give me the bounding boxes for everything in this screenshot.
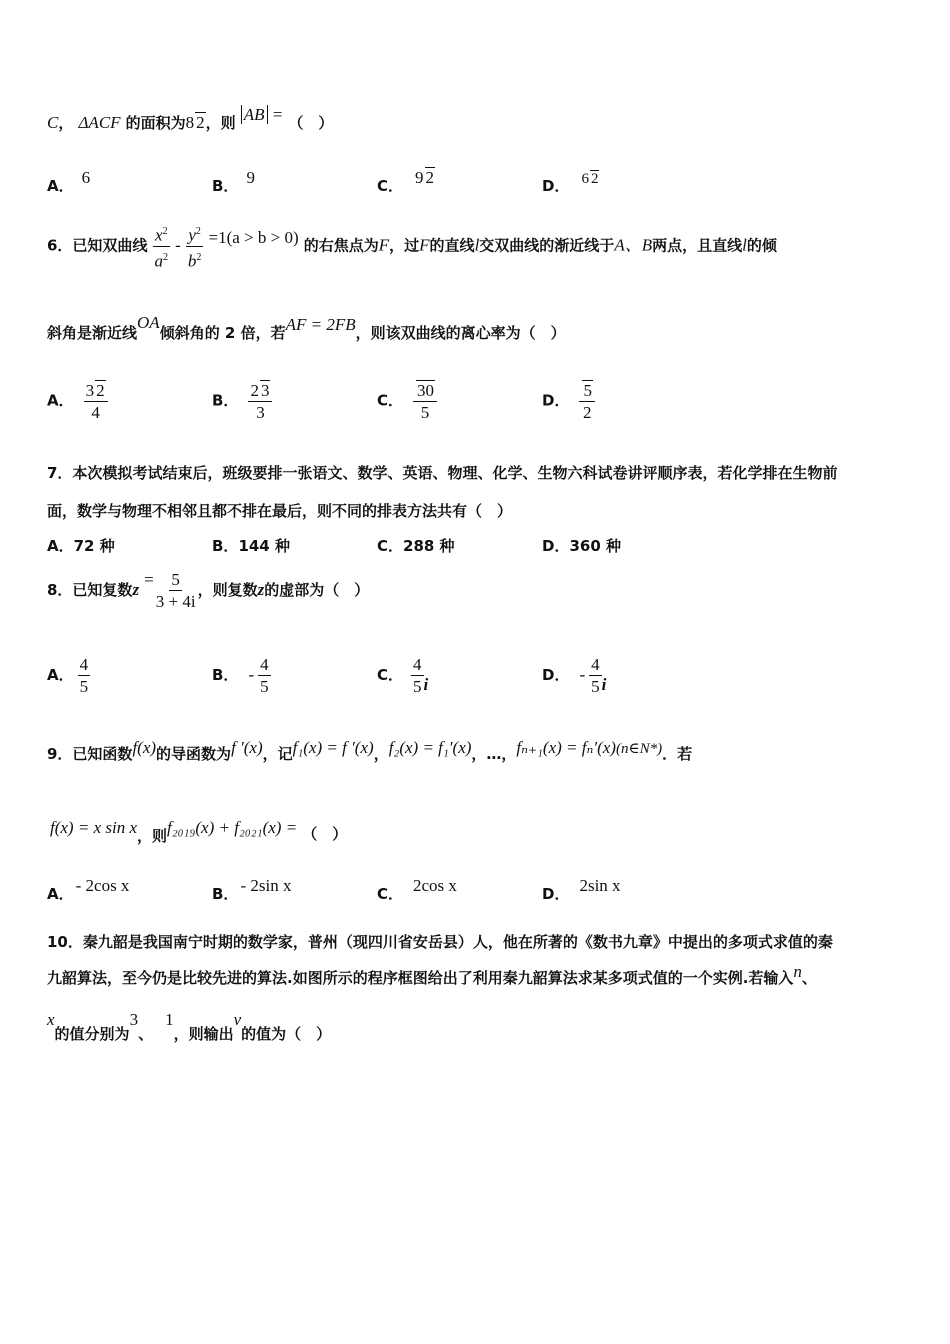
- q8-stem: 8．已知复数z = $\frac{5}{3 + 4i}$ ，则复数z的虚部为（ ）: [47, 570, 370, 611]
- q5-option-d: D． 6 2: [542, 171, 599, 195]
- q9-stem-line2: f(x) = x sin x，则f₂₀₁₉(x) + f₂₀₂₁(x) = （ ）: [50, 818, 348, 845]
- q6-number: 6．已知双曲线: [47, 236, 148, 255]
- q8-option-d: D． - $\frac{4}{5}$ i: [542, 655, 607, 696]
- q5-stem: C， ΔACF 的面积为8 2，则 AB = （ ）: [47, 105, 334, 132]
- q9-option-a: A． - 2cos x: [47, 876, 130, 903]
- q8-option-a: A． $\frac{4}{5}$: [47, 655, 89, 696]
- q10-stem-line1: 10．秦九韶是我国南宁时期的数学家，普州（现四川省安岳县）人，他在所著的《数书九章》中提出的多项式求值的秦: [47, 933, 833, 951]
- q9-option-c: C． 2cos x: [377, 876, 457, 903]
- q9-stem-line1: 9．已知函数f(x)的导函数为f ′(x)，记f₁(x) = f ′(x)，f₂(x) = f₁′(x)，…，fₙ₊₁(x) = fₙ′(x)(n∈N*)．若: [47, 738, 693, 763]
- q5-point-c: C: [47, 113, 59, 132]
- q6-frac-x: $\frac{x^2}{a^2}$: [153, 222, 171, 270]
- q5-area: 8 2: [185, 113, 205, 132]
- q5-ab: AB =: [241, 105, 284, 124]
- q10-stem-line3: x的值分别为3、1，则输出v的值为（ ）: [47, 1010, 332, 1043]
- q10-stem-line2: 九韶算法，至今仍是比较先进的算法.如图所示的程序框图给出了利用秦九韶算法求某多项式值的一个实例.若输入n、: [47, 962, 817, 987]
- q7-option-d: D．360 种: [542, 537, 621, 555]
- q7-option-b: B．144 种: [212, 537, 290, 555]
- q6-option-d: D． $\frac{5}{2}$: [542, 380, 595, 422]
- q6-option-a: A． $\frac{3 2}{4}$: [47, 380, 108, 422]
- q5-paren: （ ）: [288, 114, 334, 132]
- q5-triangle: ΔACF: [78, 113, 121, 132]
- q5-option-c: C． 9 2: [377, 168, 435, 195]
- q7-option-c: C．288 种: [377, 537, 455, 555]
- q6-stem-line1: 6．已知双曲线 $\frac{x^2}{a^2}$ - $\frac{y^2}{b^2}$ =1(a > b > 0) 的右焦点为F，过F的直线l交双曲线的渐近线于A、B两点，且直线l的倾: [47, 222, 777, 270]
- q5-option-b: B． 9: [212, 168, 255, 195]
- q9-option-b: B． - 2sin x: [212, 876, 292, 903]
- q7-option-a: A．72 种: [47, 537, 115, 555]
- q7-stem-line2: 面，数学与物理不相邻且都不排在最后，则不同的排表方法共有（ ）: [47, 502, 513, 520]
- q6-stem-line2: 斜角是渐近线OA倾斜角的 2 倍，若AF = 2FB，则该双曲线的离心率为（ ）: [47, 313, 566, 342]
- q8-fraction: $\frac{5}{3 + 4i}$: [155, 570, 196, 611]
- q9-option-d: D． 2sin x: [542, 876, 621, 903]
- q6-frac-y: $\frac{y^2}{b^2}$: [186, 222, 204, 270]
- q6-eq-tail: =1(a > b > 0): [208, 227, 299, 247]
- q6-option-c: C． $\frac{30}{5}$: [377, 380, 437, 422]
- q5-option-a: A． 6: [47, 168, 91, 195]
- q8-option-b: B． - $\frac{4}{5}$: [212, 655, 269, 696]
- q6-option-b: B． $\frac{2 3}{3}$: [212, 380, 272, 422]
- q8-option-c: C． $\frac{4}{5}$ i: [377, 655, 429, 696]
- q7-stem-line1: 7．本次模拟考试结束后，班级要排一张语文、数学、英语、物理、化学、生物六科试卷讲评顺序表，若化学排在生物前: [47, 464, 838, 482]
